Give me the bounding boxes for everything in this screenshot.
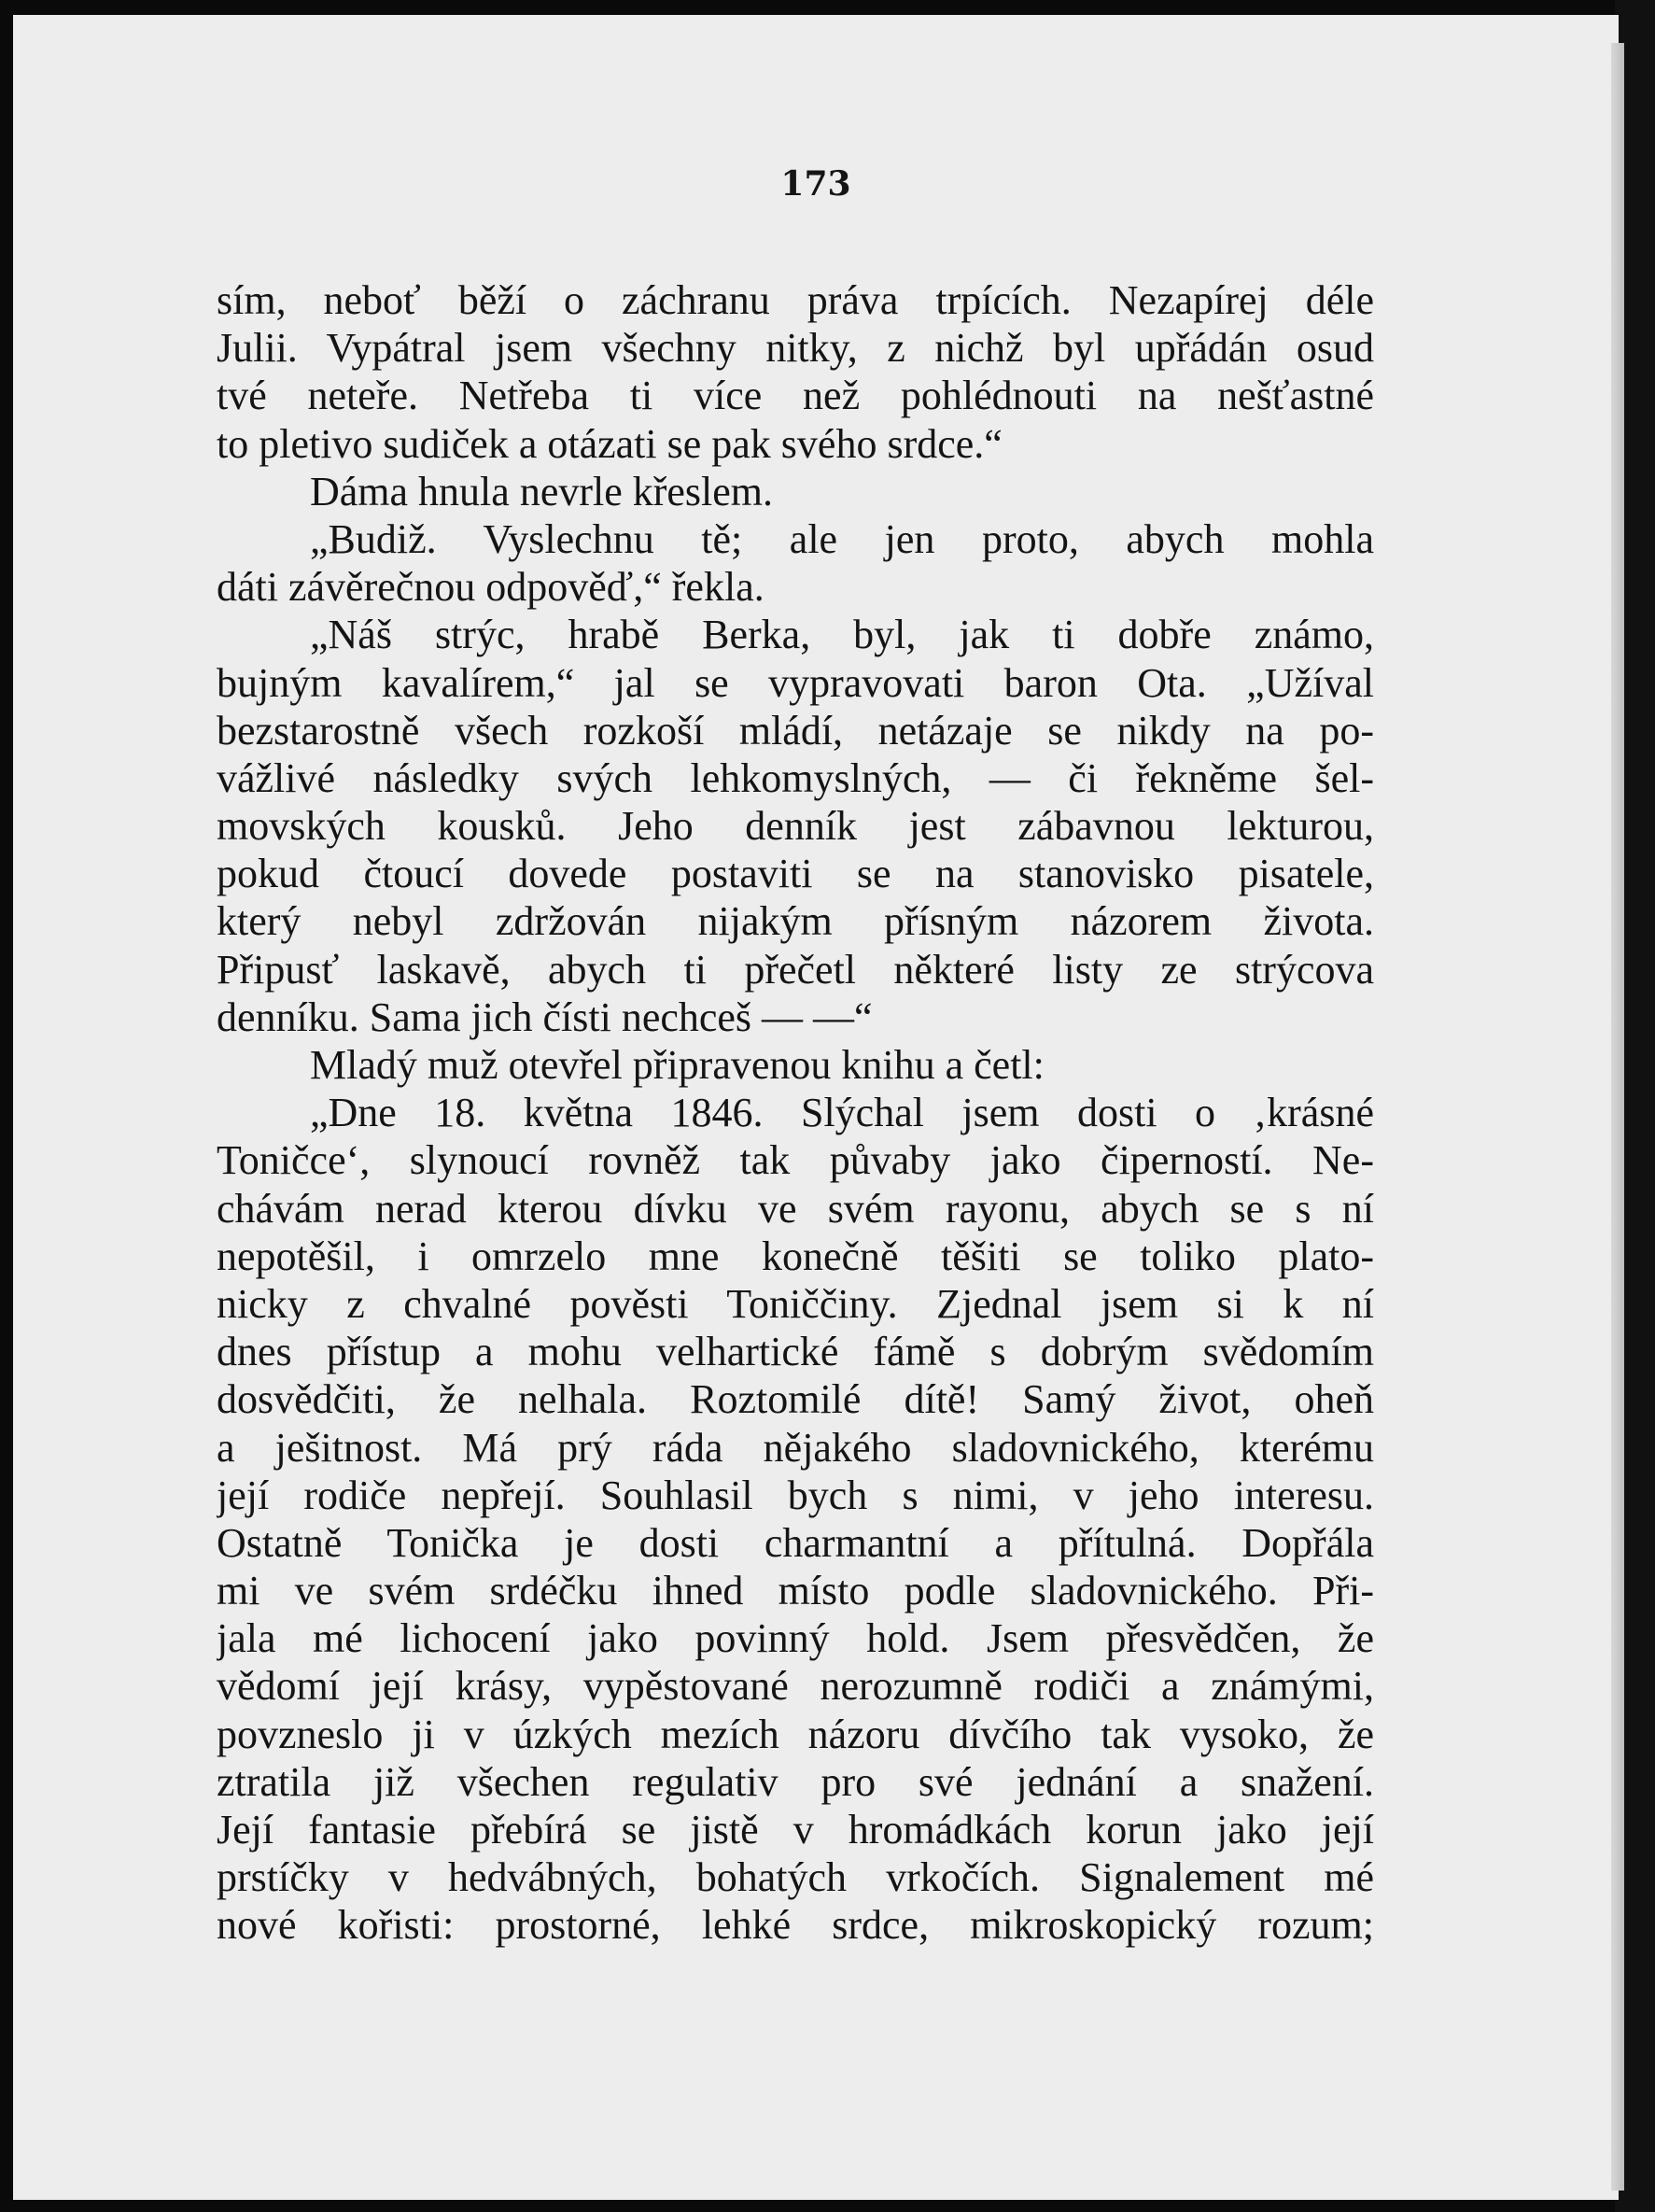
text-line: povzneslo ji v úzkých mezích názoru dívčího tak vysoko, že [217, 1711, 1374, 1757]
text-line: nicky z chvalné pověsti Toniččiny. Zjednal jsem si k ní [217, 1280, 1374, 1327]
text-line: mi ve svém srdéčku ihned místo podle sladovnického. Při- [217, 1568, 1374, 1614]
text-line: Připusť laskavě, abych ti přečetl některé listy ze strýcova [217, 946, 1374, 993]
body-text [217, 276, 1374, 1950]
text-line: bezstarostně všech rozkoší mládí, netázaje se nikdy na po- [217, 707, 1374, 754]
text-line: sím, neboť běží o záchranu práva trpících. Nezapírej déle [217, 277, 1374, 323]
text-line: pokud čtoucí dovede postaviti se na stanovisko pisatele, [217, 851, 1374, 897]
text-line: movských kousků. Jeho denník jest zábavnou lekturou, [217, 803, 1374, 850]
text-line: „Budiž. Vyslechnu tě; ale jen proto, abych mohla [310, 515, 1374, 562]
page-number: 173 [780, 164, 851, 204]
text-line: prstíčky v hedvábných, bohatých vrkočích. Signalement mé [217, 1854, 1374, 1901]
text-line: který nebyl zdržován nijakým přísným názorem života. [217, 898, 1374, 945]
text-line: vědomí její krásy, vypěstované nerozumně rodiči a známými, [217, 1663, 1374, 1710]
text-line: Mladý muž otevřel připravenou knihu a četl: [310, 1042, 1045, 1088]
text-line: dosvědčiti, že nelhala. Roztomilé dítě! Samý život, oheň [217, 1376, 1374, 1423]
text-line: tvé neteře. Netřeba ti více než pohlédnouti na nešťastné [217, 373, 1374, 419]
text-line: bujným kavalírem,“ jal se vypravovati baron Ota. „Užíval [217, 659, 1374, 706]
text-line: její rodiče nepřejí. Souhlasil bych s nimi, v jeho interesu. [217, 1472, 1374, 1518]
page-edge-shadow [1611, 43, 1624, 2191]
text-line: Toničce‘, slynoucí rovněž tak půvaby jako čiperností. Ne- [217, 1137, 1374, 1184]
text-line: „Dne 18. května 1846. Slýchal jsem dosti o ‚krásné [310, 1090, 1374, 1136]
text-line: ztratila již všechen regulativ pro své jednání a snažení. [217, 1758, 1374, 1805]
text-line: dnes přístup a mohu velhartické fámě s dobrým svědomím [217, 1329, 1374, 1375]
text-line: denníku. Sama jich čísti nechceš — —“ [217, 993, 873, 1040]
text-line: nepotěšil, i omrzelo mne konečně těšiti se toliko plato- [217, 1233, 1374, 1279]
text-line: Ostatně Tonička je dosti charmantní a přítulná. Dopřála [217, 1519, 1374, 1566]
text-line: vážlivé následky svých lehkomyslných, — či řekněme šel- [217, 754, 1374, 801]
text-line: Dáma hnula nevrle křeslem. [310, 468, 774, 514]
text-line: Julii. Vypátral jsem všechny nitky, z nichž byl upřádán osud [217, 325, 1374, 372]
text-line: Její fantasie přebírá se jistě v hromádkách korun jako její [217, 1807, 1374, 1853]
text-line: to pletivo sudiček a otázati se pak svého srdce.“ [217, 420, 1003, 467]
text-line: chávám nerad kterou dívku ve svém rayonu, abych se s ní [217, 1185, 1374, 1232]
book-page [13, 15, 1619, 2200]
text-line: a ješitnost. Má prý ráda nějakého sladovnického, kterému [217, 1424, 1374, 1471]
text-line: nové kořisti: prostorné, lehké srdce, mikroskopický rozum; [217, 1902, 1374, 1949]
text-line: jala mé lichocení jako povinný hold. Jsem přesvědčen, že [217, 1615, 1374, 1662]
text-line: dáti závěrečnou odpověď,“ řekla. [217, 564, 764, 611]
text-line: „Náš strýc, hrabě Berka, byl, jak ti dobře známo, [310, 612, 1374, 658]
